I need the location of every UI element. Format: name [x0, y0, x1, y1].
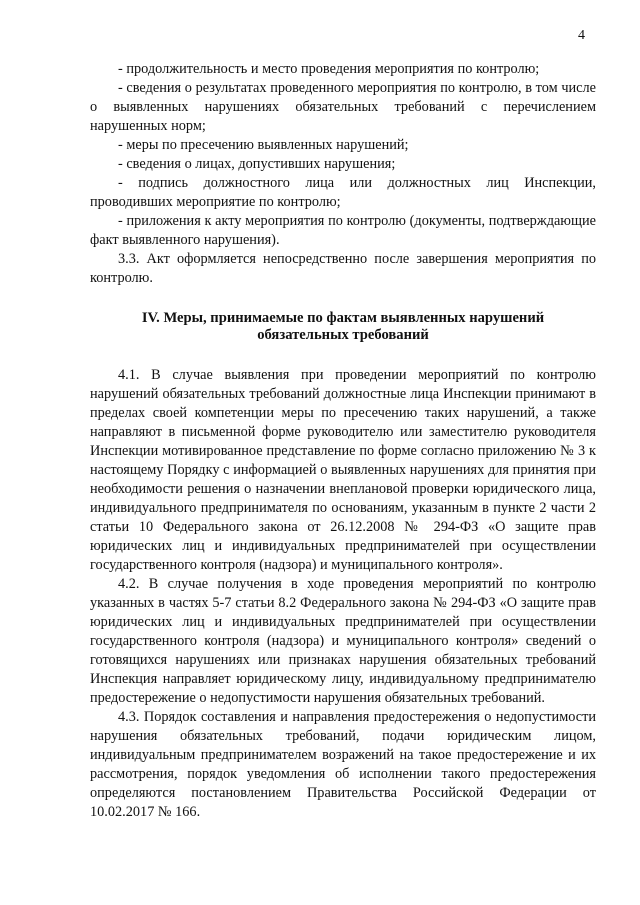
- list-item: - продолжительность и место проведения мероприятия по контролю;: [118, 61, 540, 77]
- document-body: [90, 60, 596, 822]
- paragraph-3-3: 3.3. Акт оформляется непосредственно после завершения мероприятия по контролю.: [90, 251, 596, 286]
- section-heading-line2: обязательных требований: [257, 327, 429, 343]
- list-item: - сведения о лицах, допустивших нарушения;: [118, 156, 396, 172]
- paragraph-4-1: 4.1. В случае выявления при проведении мероприятий по контролю нарушений обязательных требований должностные лица Инспекции принимают в пределах своей компетенции меры по пресечению таких нарушений, а также направляют в письменной форме руководителю или заместителю руководителя Инспекции мотивированное представление по форме согласно приложению № 3 к настоящему Порядку с информацией о выявленных нарушениях для принятия при необходимости решения о назначении внеплановой проверки юридического лица, индивидуального предпринимателя по основаниям, указанным в пункте 2 части 2 статьи 10 Федерального закона от 26.12.2008 № 294-ФЗ «О защите прав юридических лиц и индивидуальных предпринимателей при осуществлении государственного контроля (надзора) и муниципального контроля».: [90, 367, 596, 573]
- page-number: 4: [578, 28, 585, 43]
- list-item: - приложения к акту мероприятия по контролю (документы, подтверждающие факт выявленного нарушения).: [90, 213, 596, 248]
- list-item: - подпись должностного лица или должностных лиц Инспекции, проводивших мероприятие по контролю;: [90, 175, 596, 210]
- section-heading-line1: IV. Меры, принимаемые по фактам выявленных нарушений: [141, 310, 545, 326]
- paragraph-4-2: 4.2. В случае получения в ходе проведения мероприятий по контролю указанных в частях 5-7 статьи 8.2 Федерального закона № 294-ФЗ «О защите прав юридических лиц и индивидуальных предпринимателей при осуществлении государственного контроля (надзора) и муниципального контроля» сведений о готовящихся нарушениях или признаках нарушения обязательных требований Инспекция направляет юридическому лицу, индивидуальному предпринимателю предостережение о недопустимости нарушения обязательных требований.: [90, 576, 596, 706]
- section-heading: [90, 310, 596, 344]
- list-item: - меры по пресечению выявленных нарушений;: [118, 137, 409, 153]
- paragraph-4-3: 4.3. Порядок составления и направления предостережения о недопустимости нарушения обязательных требований, подачи юридическим лицом, индивидуальным предпринимателем возражений на такое предостережение и их рассмотрения, порядок уведомления об исполнении такого предостережения определяются постановлением Правительства Российской Федерации от 10.02.2017 № 166.: [90, 709, 596, 820]
- list-item: - сведения о результатах проведенного мероприятия по контролю, в том числе о выявленных нарушениях обязательных требований с перечислением нарушенных норм;: [90, 80, 596, 134]
